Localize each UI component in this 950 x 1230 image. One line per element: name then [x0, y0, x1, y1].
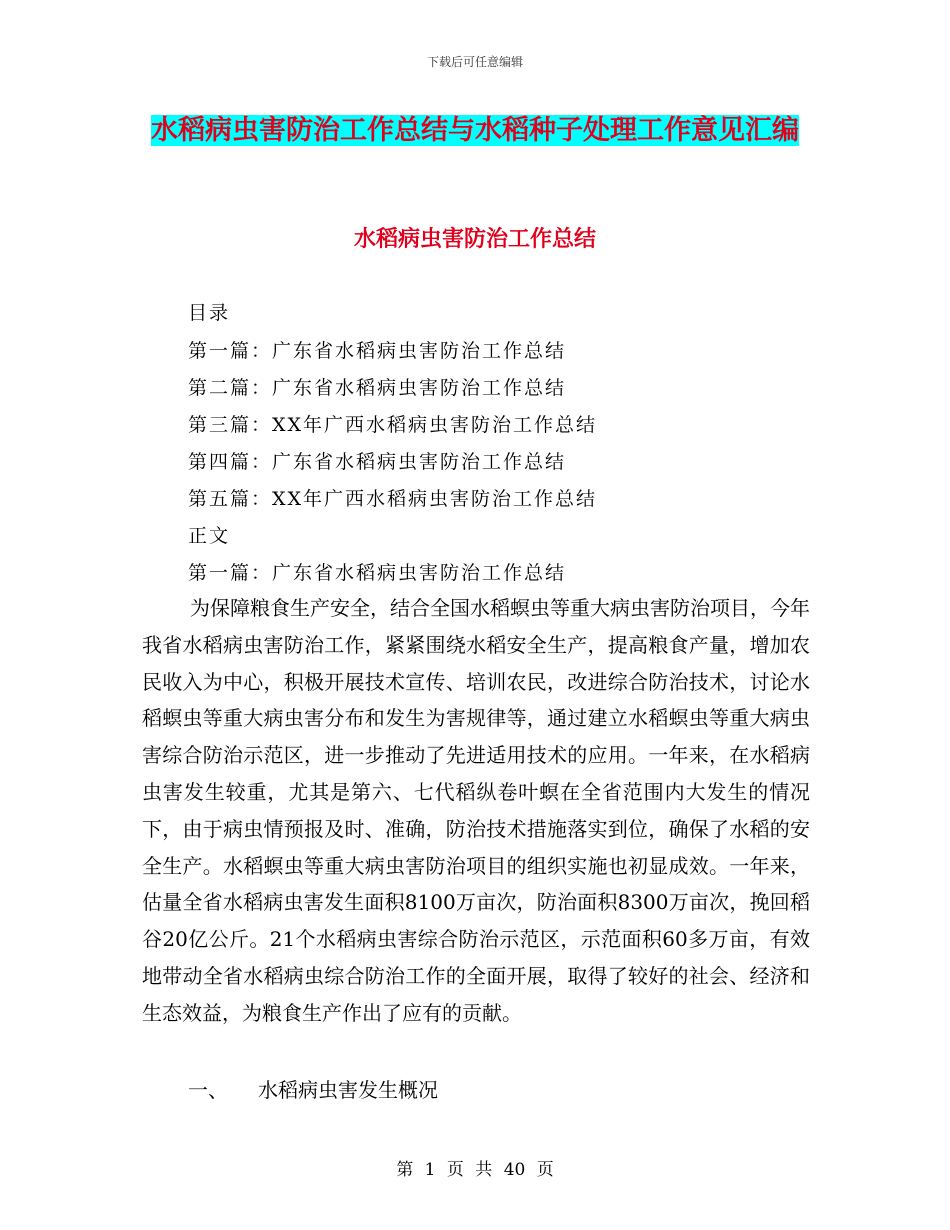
outline-number: 一、 [188, 1078, 228, 1102]
section-title: 水稻病虫害防治工作总结 [353, 227, 596, 252]
body-paragraph: 为保障粮食生产安全，结合全国水稻螟虫等重大病虫害防治项目，今年我省水稻病虫害防治工作，紧紧围绕水稻安全生产，提高粮食产量，增加农民收入为中心，积极开展技术宣传、培训农民，改进综合防治技术，讨论水稻螟虫等重大病虫害分布和发生为害规律等，通过建立水稻螟虫等重大病虫害综合防治示范区，进一步推动了先进适用技术的应用。一年来，在水稻病虫害发生较重，尤其是第六、七代稻纵卷叶螟在全省范围内大发生的情况下，由于病虫情预报及时、准确，防治技术措施落实到位，确保了水稻的安全生产。水稻螟虫等重大病虫害防治项目的组织实施也初显成效。一年来，估量全省水稻病虫害发生面积8100万亩次，防治面积8300万亩次，挽回稻谷20亿公斤。21个水稻病虫害综合防治示范区，示范面积60多万亩，有效地带动全省水稻病虫综合防治工作的全面开展，取得了较好的社会、经济和生态效益，为粮食生产作出了应有的贡献。 [142, 596, 810, 1025]
page-number: 第 1 页 共 40 页 [396, 1160, 554, 1180]
toc-item-1: 第一篇：广东省水稻病虫害防治工作总结 [188, 340, 567, 362]
document-title-text: 水稻病虫害防治工作总结与水稻种子处理工作意见汇编 [151, 115, 799, 146]
toc-label: 目录 [188, 302, 231, 324]
toc-item-4: 第四篇：广东省水稻病虫害防治工作总结 [188, 451, 567, 473]
toc-item-5: 第五篇：XX年广西水稻病虫害防治工作总结 [188, 488, 598, 510]
article-heading: 第一篇：广东省水稻病虫害防治工作总结 [188, 562, 567, 584]
document-title [140, 108, 810, 154]
toc-item-3: 第三篇：XX年广西水稻病虫害防治工作总结 [188, 414, 598, 436]
body-label: 正文 [188, 525, 231, 547]
page-header-note: 下载后可任意编辑 [426, 55, 523, 69]
outline-text: 水稻病虫害发生概况 [258, 1078, 438, 1102]
toc-item-2: 第二篇：广东省水稻病虫害防治工作总结 [188, 377, 567, 399]
outline-heading [188, 1074, 438, 1103]
